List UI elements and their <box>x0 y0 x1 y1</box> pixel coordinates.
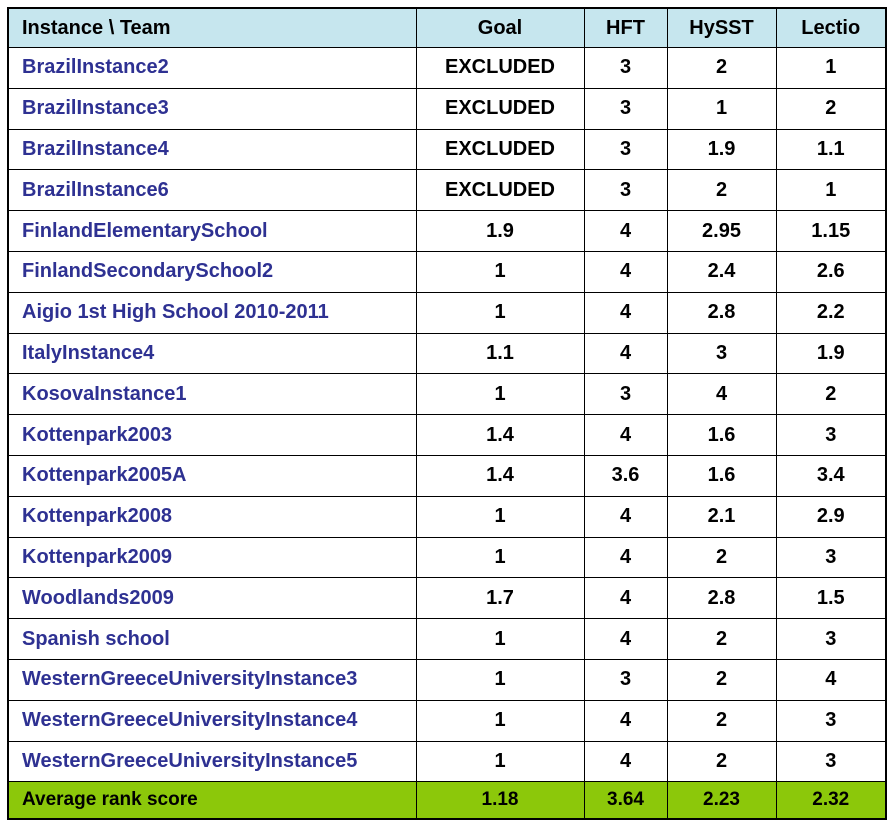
header-hft: HFT <box>584 8 667 48</box>
goal-cell: 1.9 <box>416 211 584 252</box>
instance-name: Spanish school <box>8 619 416 660</box>
lectio-cell: 2.2 <box>776 292 886 333</box>
goal-cell: 1 <box>416 741 584 782</box>
average-hft: 3.64 <box>584 782 667 820</box>
hysst-cell: 2.8 <box>667 292 776 333</box>
hysst-cell: 1 <box>667 88 776 129</box>
hft-cell: 3 <box>584 659 667 700</box>
table-row <box>8 170 886 211</box>
table-row <box>8 48 886 89</box>
hysst-cell: 2.8 <box>667 578 776 619</box>
hft-cell: 3 <box>584 129 667 170</box>
goal-cell: 1 <box>416 496 584 537</box>
table-row <box>8 374 886 415</box>
goal-cell: EXCLUDED <box>416 88 584 129</box>
table-row <box>8 741 886 782</box>
hysst-cell: 2 <box>667 700 776 741</box>
hysst-cell: 2 <box>667 741 776 782</box>
hft-cell: 4 <box>584 578 667 619</box>
instance-name: Woodlands2009 <box>8 578 416 619</box>
hysst-cell: 2.1 <box>667 496 776 537</box>
goal-cell: EXCLUDED <box>416 170 584 211</box>
lectio-cell: 3 <box>776 700 886 741</box>
table-row <box>8 537 886 578</box>
instance-name: FinlandSecondarySchool2 <box>8 251 416 292</box>
hft-cell: 3 <box>584 88 667 129</box>
table-row <box>8 333 886 374</box>
hysst-cell: 1.9 <box>667 129 776 170</box>
lectio-cell: 1.1 <box>776 129 886 170</box>
goal-cell: 1.7 <box>416 578 584 619</box>
table-wrapper <box>7 7 887 820</box>
hft-cell: 4 <box>584 211 667 252</box>
goal-cell: 1 <box>416 251 584 292</box>
lectio-cell: 3 <box>776 415 886 456</box>
header-instance-team: Instance \ Team <box>8 8 416 48</box>
goal-cell: 1 <box>416 537 584 578</box>
hft-cell: 4 <box>584 619 667 660</box>
hysst-cell: 2 <box>667 619 776 660</box>
instance-name: BrazilInstance2 <box>8 48 416 89</box>
hft-cell: 4 <box>584 251 667 292</box>
lectio-cell: 3 <box>776 741 886 782</box>
hysst-cell: 2.4 <box>667 251 776 292</box>
instance-name: Kottenpark2003 <box>8 415 416 456</box>
table-row <box>8 88 886 129</box>
average-hysst: 2.23 <box>667 782 776 820</box>
hft-cell: 4 <box>584 333 667 374</box>
table-row <box>8 129 886 170</box>
lectio-cell: 1.5 <box>776 578 886 619</box>
instance-name: WesternGreeceUniversityInstance4 <box>8 700 416 741</box>
hft-cell: 3 <box>584 48 667 89</box>
average-goal: 1.18 <box>416 782 584 820</box>
hysst-cell: 1.6 <box>667 415 776 456</box>
rank-score-table <box>7 7 887 820</box>
instance-name: Aigio 1st High School 2010-2011 <box>8 292 416 333</box>
hysst-cell: 4 <box>667 374 776 415</box>
hysst-cell: 1.6 <box>667 455 776 496</box>
lectio-cell: 3 <box>776 619 886 660</box>
lectio-cell: 1 <box>776 170 886 211</box>
hft-cell: 3.6 <box>584 455 667 496</box>
hft-cell: 4 <box>584 537 667 578</box>
instance-name: ItalyInstance4 <box>8 333 416 374</box>
lectio-cell: 2.6 <box>776 251 886 292</box>
hft-cell: 4 <box>584 292 667 333</box>
table-row <box>8 455 886 496</box>
goal-cell: 1.4 <box>416 415 584 456</box>
instance-name: KosovaInstance1 <box>8 374 416 415</box>
instance-name: WesternGreeceUniversityInstance5 <box>8 741 416 782</box>
hysst-cell: 2 <box>667 659 776 700</box>
table-row <box>8 619 886 660</box>
header-goal: Goal <box>416 8 584 48</box>
hft-cell: 3 <box>584 170 667 211</box>
hysst-cell: 3 <box>667 333 776 374</box>
instance-name: BrazilInstance4 <box>8 129 416 170</box>
table-row <box>8 700 886 741</box>
hft-cell: 3 <box>584 374 667 415</box>
hysst-cell: 2.95 <box>667 211 776 252</box>
lectio-cell: 4 <box>776 659 886 700</box>
lectio-cell: 3.4 <box>776 455 886 496</box>
goal-cell: EXCLUDED <box>416 129 584 170</box>
average-row <box>8 782 886 820</box>
hft-cell: 4 <box>584 700 667 741</box>
goal-cell: 1.4 <box>416 455 584 496</box>
table-row <box>8 292 886 333</box>
goal-cell: 1 <box>416 659 584 700</box>
goal-cell: 1 <box>416 700 584 741</box>
lectio-cell: 1 <box>776 48 886 89</box>
hft-cell: 4 <box>584 415 667 456</box>
goal-cell: 1 <box>416 619 584 660</box>
lectio-cell: 3 <box>776 537 886 578</box>
instance-name: FinlandElementarySchool <box>8 211 416 252</box>
hysst-cell: 2 <box>667 537 776 578</box>
goal-cell: 1.1 <box>416 333 584 374</box>
goal-cell: 1 <box>416 292 584 333</box>
table-row <box>8 211 886 252</box>
hysst-cell: 2 <box>667 170 776 211</box>
instance-name: Kottenpark2008 <box>8 496 416 537</box>
table-row <box>8 415 886 456</box>
lectio-cell: 1.9 <box>776 333 886 374</box>
header-row <box>8 8 886 48</box>
table-row <box>8 578 886 619</box>
instance-name: BrazilInstance3 <box>8 88 416 129</box>
hft-cell: 4 <box>584 496 667 537</box>
header-hysst: HySST <box>667 8 776 48</box>
instance-name: Kottenpark2005A <box>8 455 416 496</box>
average-lectio: 2.32 <box>776 782 886 820</box>
instance-name: Kottenpark2009 <box>8 537 416 578</box>
lectio-cell: 2 <box>776 374 886 415</box>
table-row <box>8 251 886 292</box>
table-row <box>8 659 886 700</box>
lectio-cell: 2 <box>776 88 886 129</box>
goal-cell: EXCLUDED <box>416 48 584 89</box>
table-row <box>8 496 886 537</box>
hysst-cell: 2 <box>667 48 776 89</box>
instance-name: WesternGreeceUniversityInstance3 <box>8 659 416 700</box>
hft-cell: 4 <box>584 741 667 782</box>
lectio-cell: 2.9 <box>776 496 886 537</box>
instance-name: BrazilInstance6 <box>8 170 416 211</box>
lectio-cell: 1.15 <box>776 211 886 252</box>
header-lectio: Lectio <box>776 8 886 48</box>
average-label: Average rank score <box>8 782 416 820</box>
goal-cell: 1 <box>416 374 584 415</box>
